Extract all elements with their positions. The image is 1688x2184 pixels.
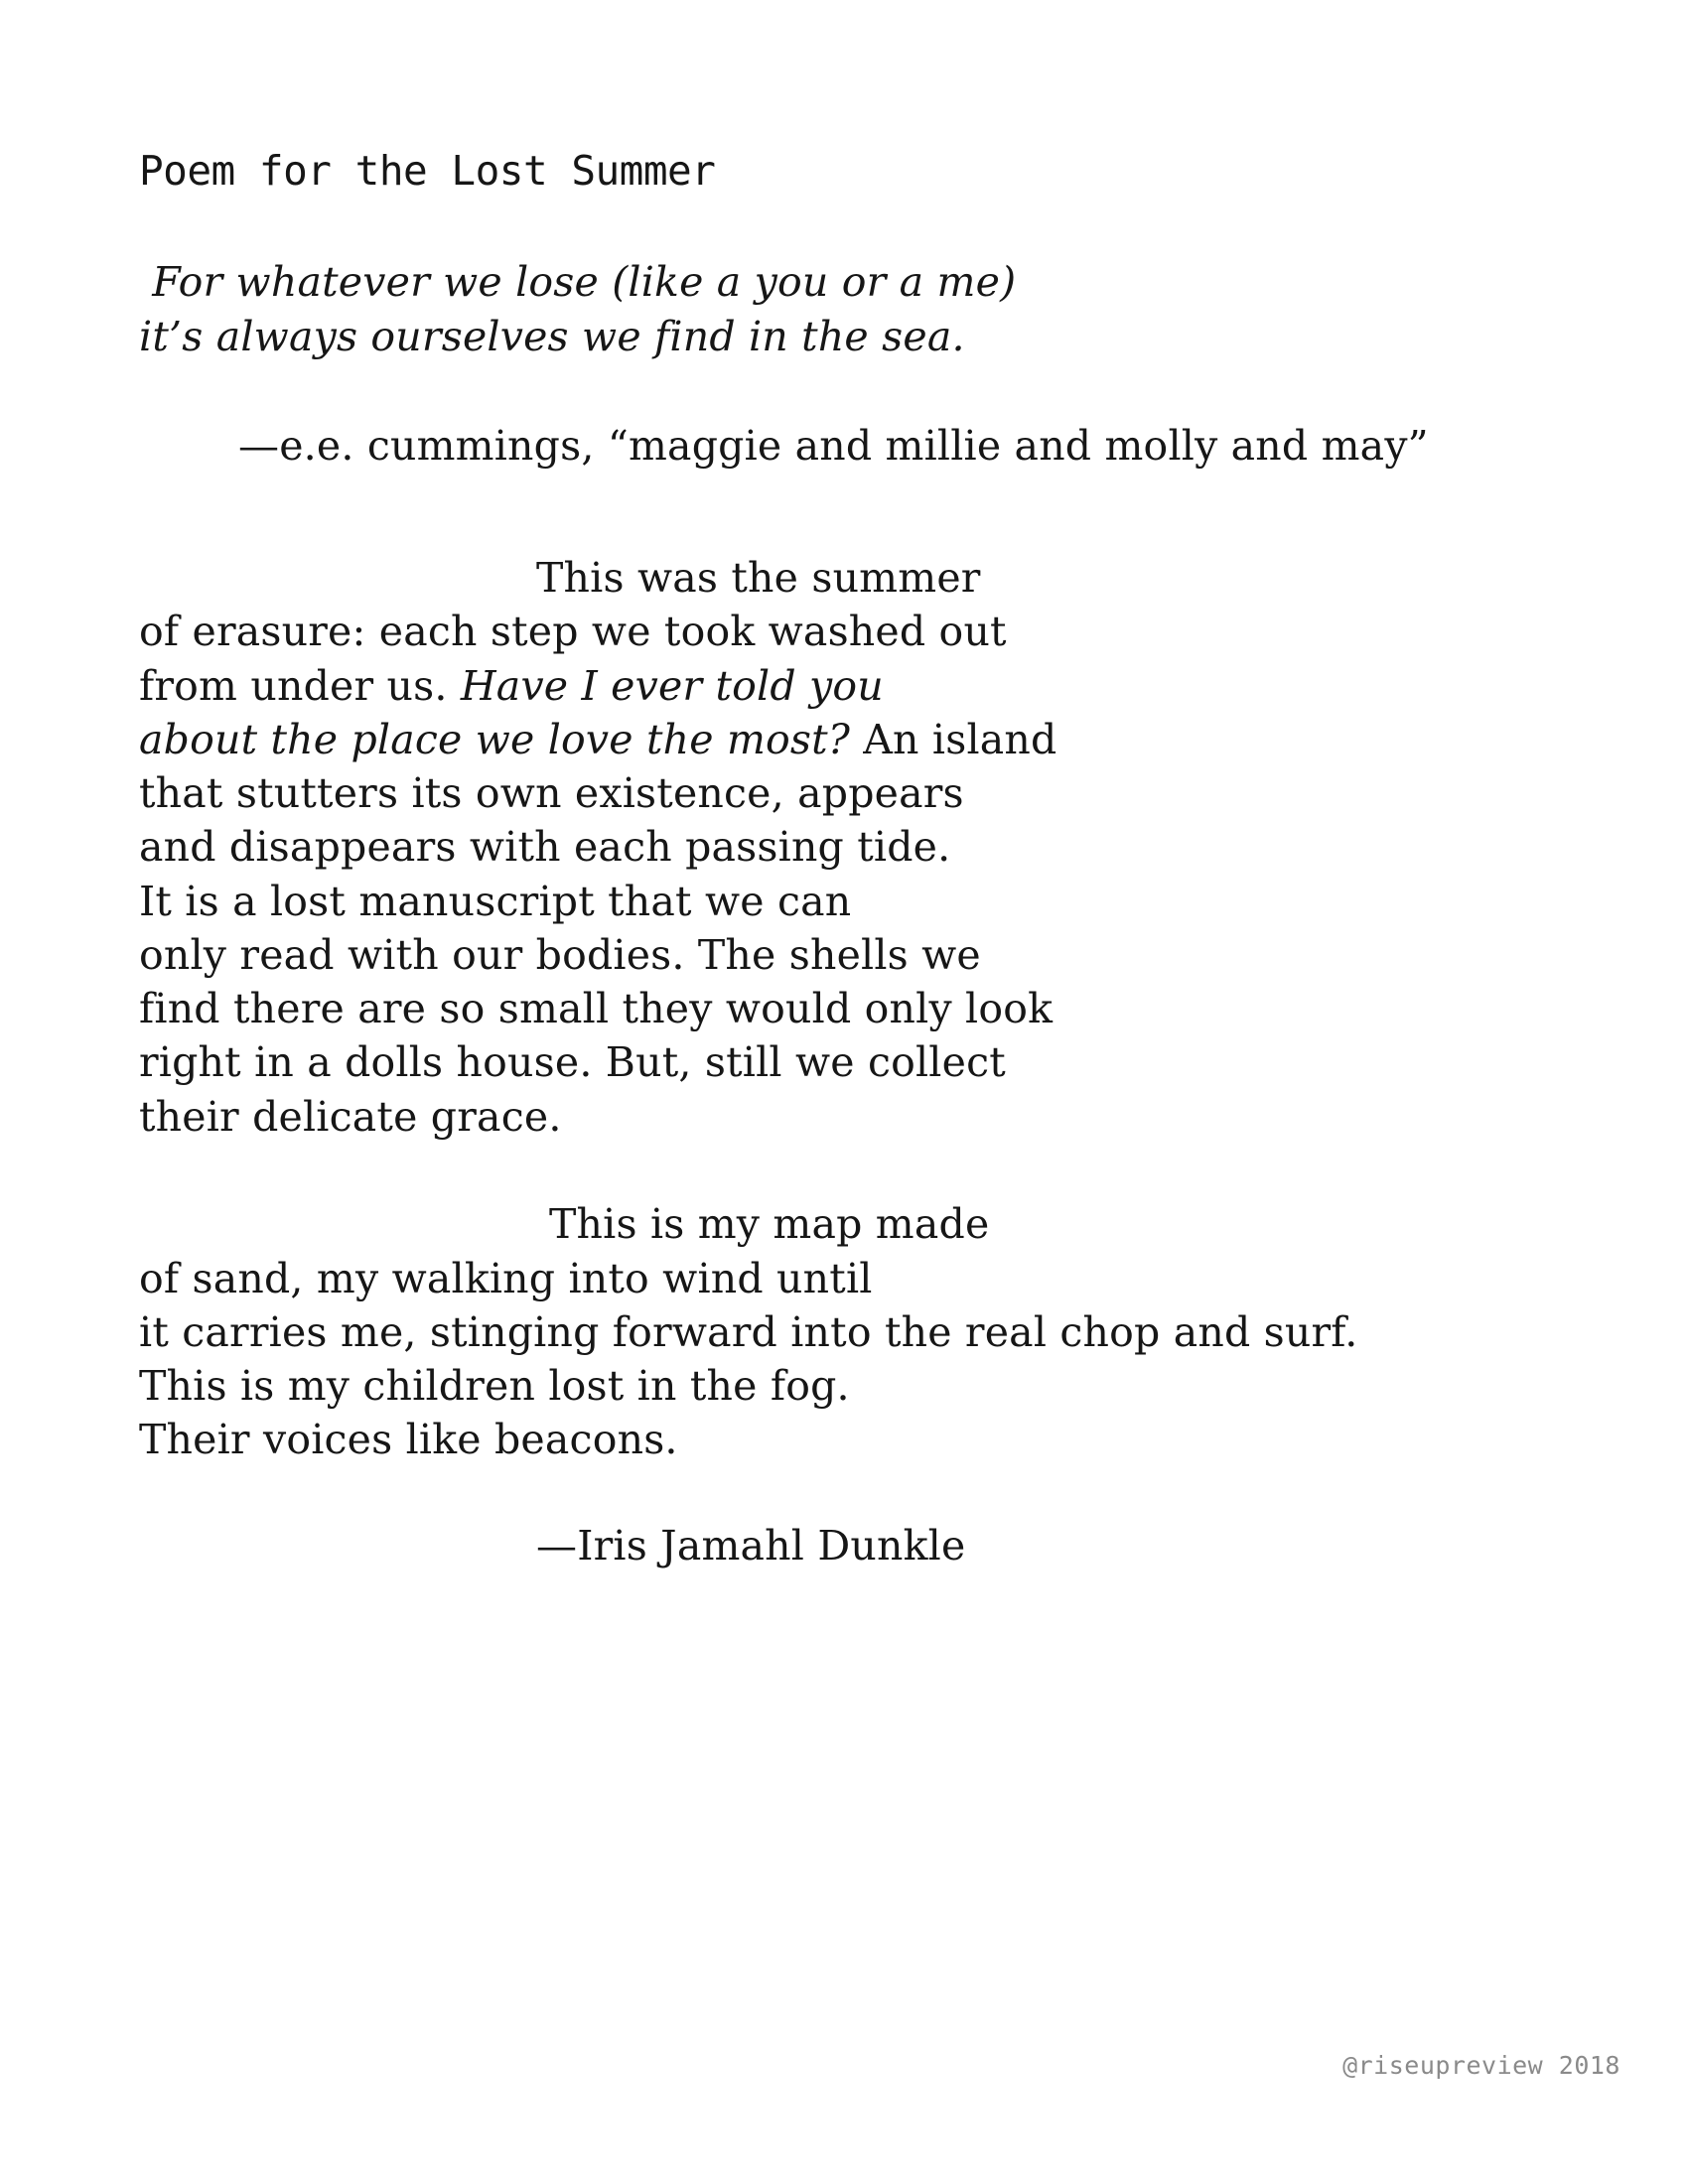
stanza1-line-plain: An island: [850, 716, 1057, 763]
stanza1-line-italic: about the place we love the most?: [139, 716, 851, 763]
stanza1-line: of erasure: each step we took washed out: [139, 608, 1007, 655]
stanza2-first-line: This is my map made: [549, 1200, 990, 1248]
stanza2-line: Their voices like beacons.: [139, 1416, 678, 1463]
stanza1-line: their delicate grace.: [139, 1093, 562, 1141]
epigraph-line-2: it’s always ourselves we find in the sea.: [139, 313, 965, 360]
stanza1-line-plain: from under us.: [139, 662, 461, 710]
stanza1-line: [139, 659, 884, 713]
stanza2-line: This is my children lost in the fog.: [139, 1362, 850, 1410]
epigraph-attribution: —e.e. cummings, “maggie and millie and molly and may”: [238, 422, 1429, 470]
stanza1-line: and disappears with each passing tide.: [139, 823, 951, 871]
author-signature: —Iris Jamahl Dunkle: [536, 1522, 966, 1570]
stanza1-line: that stutters its own existence, appears: [139, 769, 964, 817]
poem-title: Poem for the Lost Summer: [139, 147, 716, 195]
copyright-footer: @riseupreview 2018: [1342, 2051, 1620, 2080]
epigraph-line-1: For whatever we lose (like a you or a me): [139, 258, 1017, 306]
stanza1-line: [139, 713, 1056, 766]
stanza2-line: it carries me, stinging forward into the real chop and surf.: [139, 1308, 1358, 1356]
stanza1-line: right in a dolls house. But, still we collect: [139, 1038, 1006, 1086]
stanza1-first-line: This was the summer: [536, 554, 981, 602]
stanza1-line-italic: Have I ever told you: [460, 662, 884, 710]
stanza1-line: It is a lost manuscript that we can: [139, 878, 852, 925]
stanza2-line: of sand, my walking into wind until: [139, 1255, 873, 1302]
stanza1-line: find there are so small they would only look: [139, 985, 1054, 1032]
stanza1-line: only read with our bodies. The shells we: [139, 931, 981, 979]
